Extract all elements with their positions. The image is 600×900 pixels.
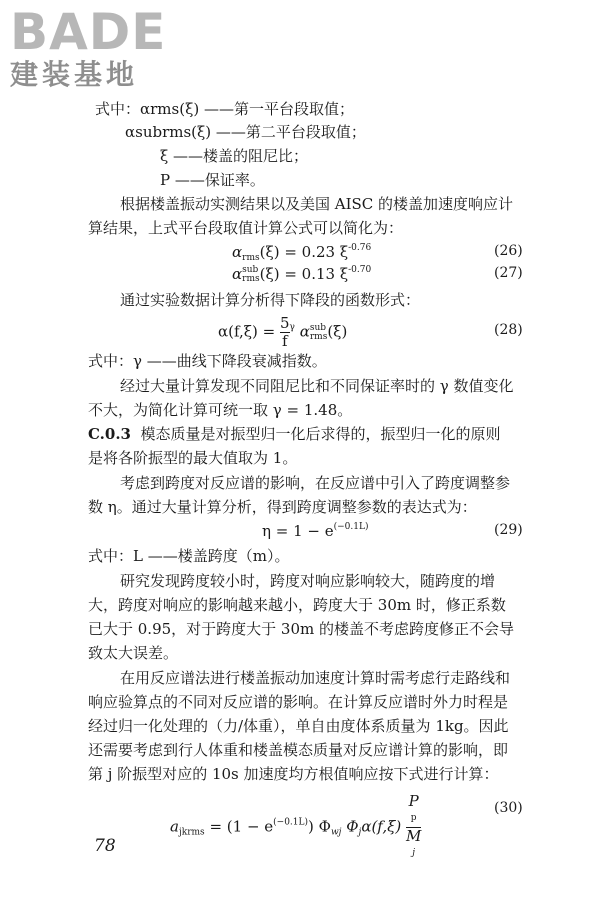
equation-28: α(f,ξ) = $\frac{5}{f}$ $^\gamma$ αsub rms(ξ): [218, 314, 348, 350]
text-line: 考虑到跨度对反应谱的影响，在反应谱中引入了跨度调整参: [120, 474, 511, 492]
logo-subtitle: 建装基地: [10, 58, 139, 91]
text-line: 响应验算点的不同对反应谱的影响。在计算反应谱时外力时程是: [88, 693, 509, 711]
equation-number-27: (27): [494, 265, 523, 281]
text-line: 研究发现跨度较小时，跨度对响应影响较大，随跨度的增: [120, 572, 496, 590]
text-line: 算结果，上式平台段取值计算公式可以简化为：: [88, 219, 404, 237]
equation-27: αsub rms(ξ) = 0.13 $\xi^{-0.70}$: [232, 265, 372, 284]
text-line: 式中：γ ——曲线下降段衰减指数。: [88, 352, 327, 370]
text-line: 式中：L ——楼盖跨度（m）。: [88, 547, 290, 565]
text-line: 大，跨度对响应的影响越来越小，跨度大于 30m 时，修正系数: [88, 596, 506, 614]
text-line: P ——保证率。: [160, 171, 265, 189]
logo-wordmark: BADE: [10, 3, 167, 61]
text-line: 致太大误差。: [88, 644, 179, 662]
text-line: 数 η。通过大量计算分析，得到跨度调整参数的表达式为：: [88, 498, 477, 516]
equation-29: $\eta = 1 - e^{(-0.1L)}$: [262, 522, 369, 540]
text-line: ξ ——楼盖的阻尼比；: [160, 147, 309, 165]
text-line: 第 j 阶振型对应的 10s 加速度均方根值响应按下式进行计算：: [88, 765, 499, 783]
text-line: 还需要考虑到行人体重和楼盖模态质量对反应谱计算的影响，即: [88, 741, 509, 759]
bade-logo: [10, 3, 180, 92]
equation-30: $a_{jkrms} = (1 - e^{(-0.1L)})$ $\Phi_{wj}$ $\Phi_j\alpha(f,\xi)$ P p M j: [170, 792, 422, 858]
text-line: 不大，为简化计算可统一取 γ = 1.48。: [88, 401, 353, 419]
equation-number-28: (28): [494, 322, 523, 338]
text-line: 经过归一化处理的（力/体重），单自由度体系质量为 1kg。因此: [88, 717, 509, 735]
text-line: 根据楼盖振动实测结果以及美国 AISC 的楼盖加速度响应计: [120, 195, 514, 213]
equation-number-26: (26): [494, 243, 523, 259]
text-line: 经过大量计算发现不同阻尼比和不同保证率时的 γ 数值变化: [120, 377, 514, 395]
text-line: 已大于 0.95，对于跨度大于 30m 的楼盖不考虑跨度修正不会导: [88, 620, 515, 638]
text-line: 式中：αrms(ξ) ——第一平台段取值；: [95, 100, 354, 118]
section-line: C.0.3 模态质量是对振型归一化后求得的，振型归一化的原则: [88, 425, 501, 443]
section-number: C.0.3: [88, 425, 131, 443]
text-line: αsubrms(ξ) ——第二平台段取值；: [125, 123, 366, 141]
text-line: 通过实验数据计算分析得下降段的函数形式：: [120, 291, 421, 309]
equation-number-30: (30): [494, 800, 523, 816]
equation-26: $\alpha_{rms}(\xi) = 0.23$ $\xi^{-0.76}$: [232, 243, 372, 263]
text-line: 是将各阶振型的最大值取为 1。: [88, 449, 298, 467]
equation-number-29: (29): [494, 522, 523, 538]
text-line: 在用反应谱法进行楼盖振动加速度计算时需考虑行走路线和: [120, 669, 511, 687]
page-number: 78: [94, 836, 116, 856]
